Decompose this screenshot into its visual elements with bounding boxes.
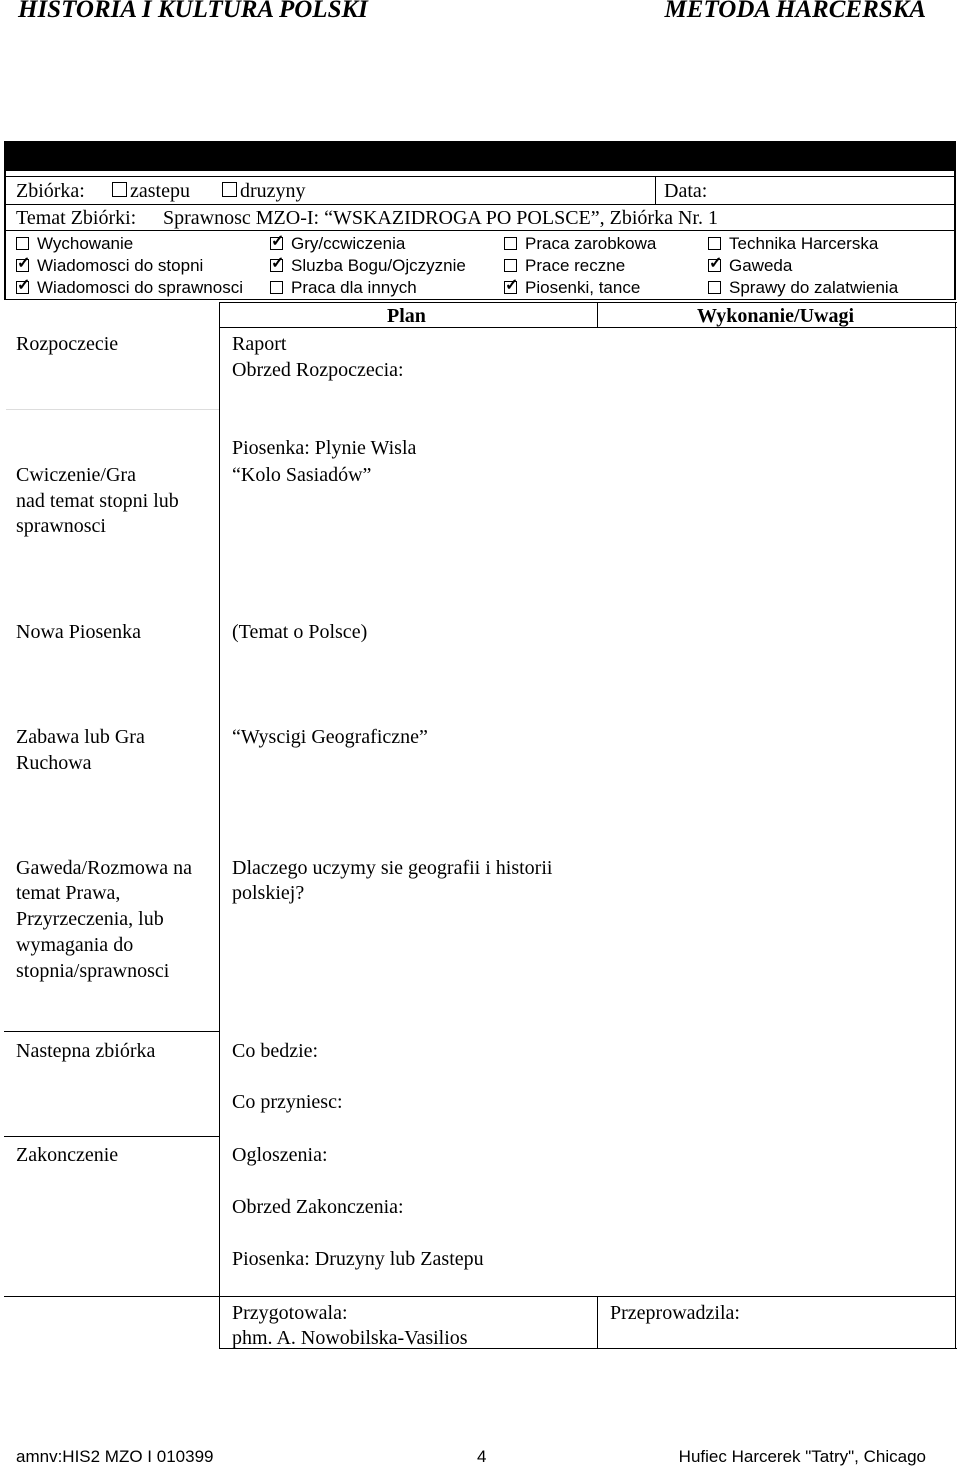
page-title: PLAN ZBIÓRKI bbox=[387, 144, 573, 171]
category-label: Piosenki, tance bbox=[525, 278, 641, 297]
row-cwiczenie-label-3: sprawnosci bbox=[16, 515, 106, 537]
zabawa-plan: “Wyscigi Geograficzne” bbox=[232, 726, 428, 748]
category-item[interactable] bbox=[708, 255, 792, 277]
nowa-plan: (Temat o Polsce) bbox=[232, 621, 368, 643]
row-gaweda-label-5: stopnia/sprawnosci bbox=[16, 960, 170, 982]
category-label: Technika Harcerska bbox=[729, 234, 879, 253]
row-cwiczenie-label-1: Cwiczenie/Gra bbox=[16, 464, 136, 486]
przygotowala-label: Przygotowala: bbox=[232, 1302, 348, 1324]
category-item[interactable] bbox=[504, 277, 640, 299]
zakonczenie-obrzed: Obrzed Zakonczenia: bbox=[232, 1196, 404, 1218]
category-item[interactable] bbox=[708, 233, 878, 255]
column-uwagi: Wykonanie/Uwagi bbox=[697, 305, 855, 327]
row-cwiczenie-label-2: nad temat stopni lub bbox=[16, 490, 179, 512]
header-right: METODA HARCERSKA bbox=[664, 0, 926, 23]
checkbox-icon[interactable] bbox=[222, 182, 237, 197]
category-label: Wychowanie bbox=[37, 234, 134, 253]
page-number: 4 bbox=[477, 1447, 487, 1466]
row-gaweda-label-2: temat Prawa, bbox=[16, 882, 121, 904]
category-item[interactable] bbox=[270, 233, 405, 255]
category-item[interactable] bbox=[504, 233, 656, 255]
zbiorka-druzyny[interactable]: druzyny bbox=[222, 178, 306, 204]
zbiorka-zastepu[interactable]: zastepu bbox=[112, 178, 190, 204]
checkbox-icon[interactable] bbox=[270, 281, 283, 294]
rozpoczecie-raport: Raport bbox=[232, 333, 287, 355]
checkbox-icon[interactable] bbox=[16, 237, 29, 250]
category-label: Wiadomosci do sprawnosci bbox=[37, 278, 243, 297]
row-gaweda-label-3: Przyrzeczenia, lub bbox=[16, 908, 164, 930]
category-label: Praca zarobkowa bbox=[525, 234, 657, 253]
category-label: Praca dla innych bbox=[291, 278, 417, 297]
nastepna-co-bedzie: Co bedzie: bbox=[232, 1040, 319, 1062]
footer-code: amnv:HIS2 MZO I 010399 bbox=[16, 1447, 214, 1466]
temat-value: Sprawnosc MZO-I: “WSKAZIDROGA PO POLSCE”, Zbiórka Nr. 1 bbox=[163, 207, 718, 229]
row-nowa-label: Nowa Piosenka bbox=[16, 621, 141, 643]
rozpoczecie-obrzed: Obrzed Rozpoczecia: bbox=[232, 359, 404, 381]
cwiczenie-kolo: “Kolo Sasiadów” bbox=[232, 464, 372, 486]
checked-box-icon[interactable] bbox=[16, 281, 29, 294]
row-zakonczenie-label: Zakonczenie bbox=[16, 1144, 119, 1166]
category-item[interactable] bbox=[16, 233, 133, 255]
gaweda-plan-2: polskiej? bbox=[232, 882, 305, 904]
nastepna-co-przyniesc: Co przyniesc: bbox=[232, 1091, 343, 1113]
checked-box-icon[interactable] bbox=[270, 237, 283, 250]
header-left: HISTORIA I KULTURA POLSKI bbox=[18, 0, 368, 23]
zakonczenie-ogloszenia: Ogloszenia: bbox=[232, 1144, 328, 1166]
checkbox-icon[interactable] bbox=[708, 281, 721, 294]
category-item[interactable] bbox=[16, 277, 243, 299]
author-name: phm. A. Nowobilska-Vasilios bbox=[232, 1327, 468, 1349]
category-label: Gaweda bbox=[729, 256, 793, 275]
category-item[interactable] bbox=[270, 255, 466, 277]
checkbox-icon[interactable] bbox=[708, 237, 721, 250]
data-label: Data: bbox=[664, 180, 708, 202]
checkbox-icon[interactable] bbox=[112, 182, 127, 197]
category-label: Sprawy do zalatwienia bbox=[729, 278, 899, 297]
checked-box-icon[interactable] bbox=[708, 259, 721, 272]
row-gaweda-label-1: Gaweda/Rozmowa na bbox=[16, 857, 193, 879]
category-label: Wiadomosci do stopni bbox=[37, 256, 204, 275]
category-item[interactable] bbox=[708, 277, 898, 299]
category-item[interactable] bbox=[16, 255, 203, 277]
checkbox-icon[interactable] bbox=[504, 237, 517, 250]
zakonczenie-piosenka: Piosenka: Druzyny lub Zastepu bbox=[232, 1248, 484, 1270]
checked-box-icon[interactable] bbox=[504, 281, 517, 294]
category-label: Prace reczne bbox=[525, 256, 626, 275]
temat-label: Temat Zbiórki: bbox=[16, 207, 137, 229]
category-label: Gry/ccwiczenia bbox=[291, 234, 406, 253]
checkbox-icon[interactable] bbox=[504, 259, 517, 272]
row-rozpoczecie-label: Rozpoczecie bbox=[16, 333, 119, 355]
zbiorka-label: Zbiórka: bbox=[16, 180, 85, 202]
category-item[interactable] bbox=[270, 277, 417, 299]
column-plan: Plan bbox=[387, 305, 426, 327]
category-item[interactable] bbox=[504, 255, 625, 277]
gaweda-plan-1: Dlaczego uczymy sie geografii i historii bbox=[232, 857, 553, 879]
cwiczenie-piosenka: Piosenka: Plynie Wisla bbox=[232, 437, 417, 459]
category-label: Sluzba Bogu/Ojczyznie bbox=[291, 256, 466, 275]
checked-box-icon[interactable] bbox=[270, 259, 283, 272]
checked-box-icon[interactable] bbox=[16, 259, 29, 272]
row-zabawa-label-2: Ruchowa bbox=[16, 752, 92, 774]
row-nastepna-label: Nastepna zbiórka bbox=[16, 1040, 156, 1062]
row-gaweda-label-4: wymagania do bbox=[16, 934, 134, 956]
row-zabawa-label-1: Zabawa lub Gra bbox=[16, 726, 145, 748]
przeprowadzila-label: Przeprowadzila: bbox=[610, 1302, 740, 1324]
footer-org: Hufiec Harcerek "Tatry", Chicago bbox=[678, 1447, 926, 1466]
